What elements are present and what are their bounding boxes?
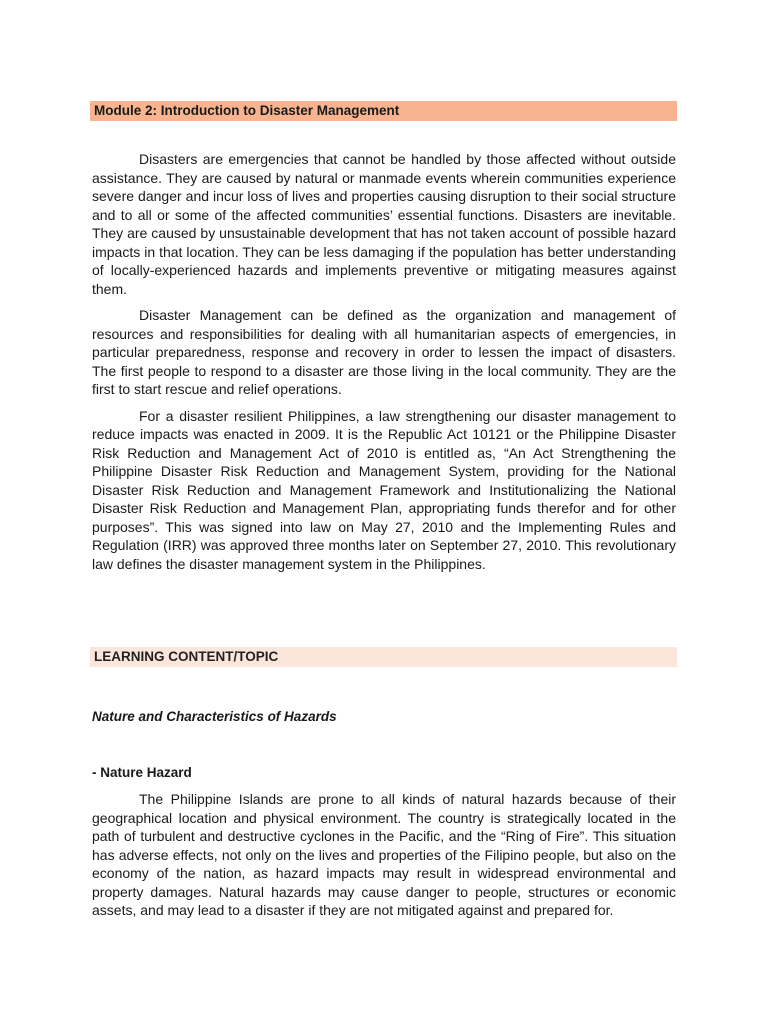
module-title: Module 2: Introduction to Disaster Management [94, 103, 400, 118]
intro-paragraph-3: For a disaster resilient Philippines, a law strengthening our disaster management to reduce impacts was enacted in 2009. It is the Republic Act 10121 or the Philippine Disaster Risk Reduction and Management Act of 2010 is entitled as, “An Act Strengthening the Philippine Disaster Risk Reduction and Management System, providing for the National Disaster Risk Reduction and Management Framework and Institutionalizing the National Disaster Risk Reduction and Management Plan, appropriating funds therefor and for other purposes”. This was signed into law on May 27, 2010 and the Implementing Rules and Regulation (IRR) was approved three months later on September 27, 2010. This revolutionary law defines the disaster management system in the Philippines. [92, 407, 676, 572]
module-title-bar [90, 101, 677, 121]
nature-hazard-section [92, 790, 676, 920]
intro-section [92, 150, 676, 573]
learning-content-title: LEARNING CONTENT/TOPIC [94, 649, 279, 664]
intro-paragraph-1: Disasters are emergencies that cannot be handled by those affected without outside assistance. They are caused by natural or manmade events wherein communities experience severe danger and incur loss of lives and properties causing disruption to their social structure and to all or some of the affected communities’ essential functions. Disasters are inevitable. They are caused by unsustainable development that has not taken account of possible hazard impacts in that location. They can be less damaging if the population has better understanding of locally-experienced hazards and implements preventive or mitigating measures against them. [92, 151, 676, 297]
intro-paragraph-2: Disaster Management can be defined as the organization and management of resources and responsibilities for dealing with all humanitarian aspects of emergencies, in particular preparedness, response and recovery in order to lessen the impact of disasters. The first people to respond to a disaster are those living in the local community. They are the first to start rescue and relief operations. [92, 307, 676, 397]
nature-hazard-heading: - Nature Hazard [92, 765, 192, 780]
topic-title: Nature and Characteristics of Hazards [92, 709, 337, 724]
learning-content-bar [90, 647, 677, 667]
nature-hazard-paragraph: The Philippine Islands are prone to all kinds of natural hazards because of their geographical location and physical environment. The country is strategically located in the path of turbulent and destructive cyclones in the Pacific, and the “Ring of Fire”. This situation has adverse effects, not only on the lives and properties of the Filipino people, but also on the economy of the nation, as hazard impacts may result in widespread environmental and property damages. Natural hazards may cause danger to people, structures or economic assets, and may lead to a disaster if they are not mitigated against and prepared for. [92, 791, 676, 918]
